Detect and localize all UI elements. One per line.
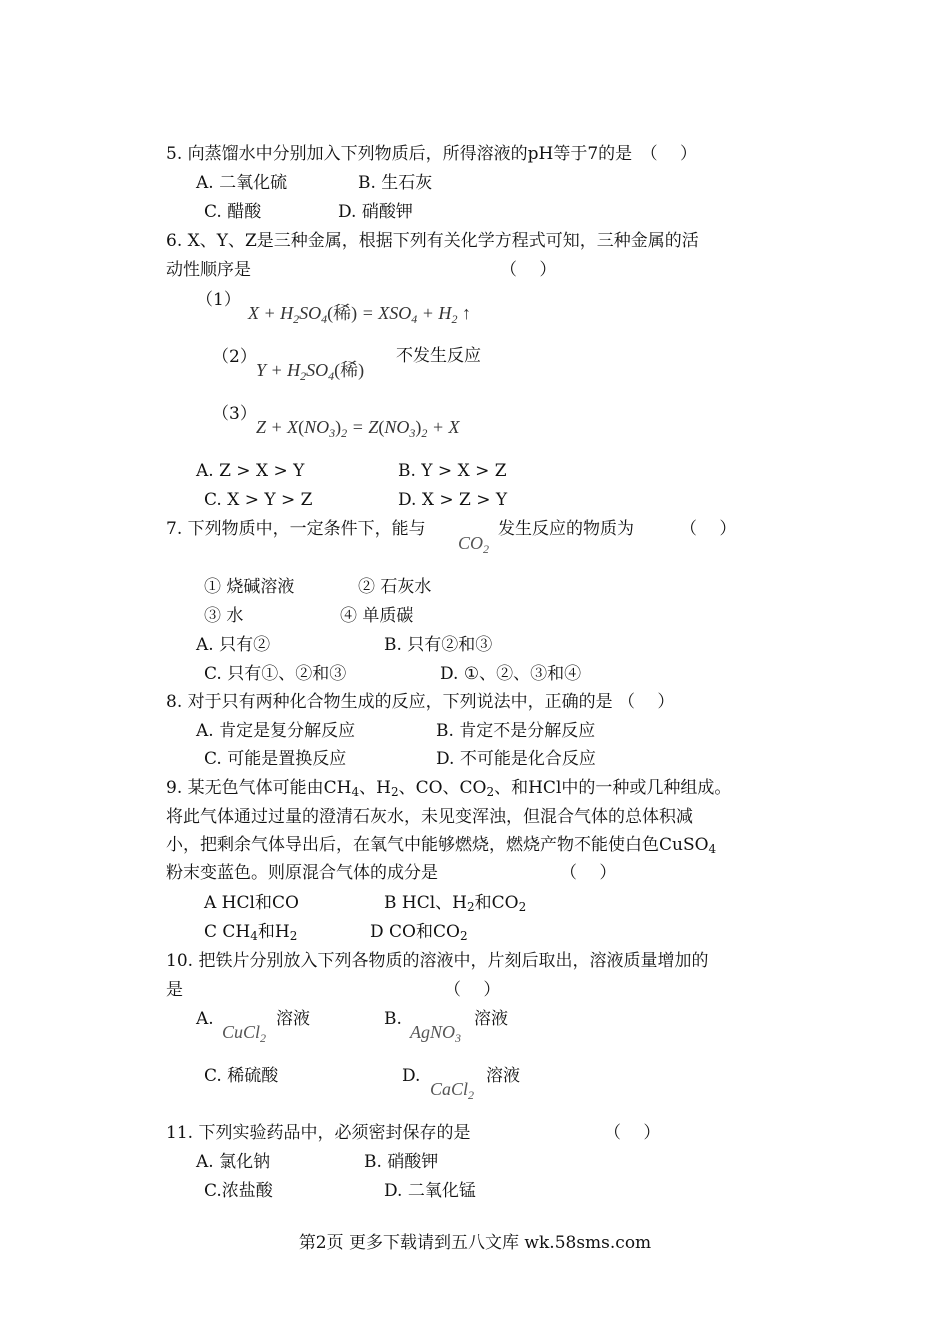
q10-option-d-suffix: 溶液 bbox=[486, 1066, 520, 1086]
q8-option-a: A. 肯定是复分解反应 bbox=[196, 721, 356, 741]
q10-option-b-label: B. bbox=[384, 1009, 402, 1029]
q10-option-b-suffix: 溶液 bbox=[474, 1009, 508, 1029]
q5-option-d: D. 硝酸钾 bbox=[338, 202, 413, 222]
q9-option-a: A HCl和CO bbox=[204, 893, 299, 913]
q10-option-a-label: A. bbox=[196, 1009, 214, 1029]
q7-co2-formula: $CO_2$ bbox=[458, 533, 490, 556]
q7-item-4: ④ 单质碳 bbox=[340, 606, 414, 626]
q11-option-d: D. 二氧化锰 bbox=[384, 1181, 476, 1201]
q8-stem: 8. 对于只有两种化合物生成的反应，下列说法中，正确的是 （ ） bbox=[166, 692, 675, 712]
q6-equation-1: $X + H_2SO_4$(稀) = $XSO_4 + H_2$ ↑ bbox=[248, 303, 471, 326]
q9-line2: 将此气体通过过量的澄清石灰水，未见变浑浊，但混合气体的总体积减 bbox=[166, 807, 693, 827]
q11-option-a: A. 氯化钠 bbox=[196, 1152, 271, 1172]
q6-equation-2: $Y + H_2SO_4$(稀) bbox=[256, 360, 365, 383]
q11-option-c: C.浓盐酸 bbox=[204, 1181, 273, 1201]
q9-option-b: B HCl、H2和CO2 bbox=[384, 893, 527, 914]
q7-option-d: D. ①、②、③和④ bbox=[440, 664, 582, 684]
q5-option-c: C. 醋酸 bbox=[204, 202, 262, 222]
q9-line4: 粉末变蓝色。则原混合气体的成分是 bbox=[166, 863, 438, 883]
q10-option-a-formula: CuCl$_2$ bbox=[222, 1022, 267, 1045]
q6-answer-paren: （ ） bbox=[500, 260, 557, 280]
q6-eq1-label: （1） bbox=[196, 290, 241, 310]
q6-stem-line1: 6. X、Y、Z是三种金属，根据下列有关化学方程式可知，三种金属的活 bbox=[166, 231, 699, 251]
q7-option-c: C. 只有①、②和③ bbox=[204, 664, 347, 684]
q6-option-b: B. Y > X > Z bbox=[398, 461, 507, 481]
q11-answer-paren: （ ） bbox=[604, 1123, 661, 1143]
q7-stem-tail: 发生反应的物质为 bbox=[498, 519, 634, 539]
q6-option-c: C. X > Y > Z bbox=[204, 490, 313, 510]
q10-stem: 10. 把铁片分别放入下列各物质的溶液中，片刻后取出，溶液质量增加的 bbox=[166, 951, 709, 971]
q10-stem-line2: 是 bbox=[166, 980, 183, 1000]
q6-option-a: A. Z > X > Y bbox=[196, 461, 305, 481]
q8-option-c: C. 可能是置换反应 bbox=[204, 749, 347, 769]
q9-answer-paren: （ ） bbox=[560, 863, 617, 883]
q7-option-b: B. 只有②和③ bbox=[384, 635, 493, 655]
q7-item-1: ① 烧碱溶液 bbox=[204, 577, 295, 597]
q11-stem: 11. 下列实验药品中，必须密封保存的是 bbox=[166, 1123, 471, 1143]
q7-item-2: ② 石灰水 bbox=[358, 577, 432, 597]
q10-option-a-suffix: 溶液 bbox=[276, 1009, 310, 1029]
q6-eq2-suffix: 不发生反应 bbox=[396, 346, 481, 366]
q5-stem: 5. 向蒸馏水中分别加入下列物质后，所得溶液的pH等于7的是 （ ） bbox=[166, 144, 698, 164]
q8-option-d: D. 不可能是化合反应 bbox=[436, 749, 596, 769]
q7-stem: 7. 下列物质中，一定条件下，能与 bbox=[166, 519, 426, 539]
q6-eq3-label: （3） bbox=[212, 404, 257, 424]
page-footer: 第2页 更多下载请到五八文库 wk.58sms.com bbox=[298, 1233, 652, 1253]
q7-item-3: ③ 水 bbox=[204, 606, 244, 626]
q10-option-d-label: D. bbox=[402, 1066, 421, 1086]
q10-option-c: C. 稀硫酸 bbox=[204, 1066, 279, 1086]
q5-option-b: B. 生石灰 bbox=[358, 173, 433, 193]
q10-option-b-formula: AgNO$_3$ bbox=[410, 1022, 461, 1045]
q9-option-d: D CO和CO2 bbox=[370, 922, 468, 943]
q6-equation-3: $Z + X(NO_3)_2 = Z(NO_3)_2 + X$ bbox=[256, 417, 460, 440]
q9-line1: 9. 某无色气体可能由CH4、H2、CO、CO2、和HCl中的一种或几种组成。 bbox=[166, 778, 732, 799]
q6-eq2-label: （2） bbox=[212, 347, 257, 367]
q6-option-d: D. X > Z > Y bbox=[398, 490, 508, 510]
q10-option-d-formula: CaCl$_2$ bbox=[430, 1079, 475, 1102]
q5-option-a: A. 二氧化硫 bbox=[196, 173, 288, 193]
q7-answer-paren: （ ） bbox=[680, 519, 737, 539]
q9-option-c: C CH4和H2 bbox=[204, 922, 298, 943]
q9-line3: 小，把剩余气体导出后，在氧气中能够燃烧，燃烧产物不能使白色CuSO4 bbox=[166, 835, 717, 856]
q10-answer-paren: （ ） bbox=[444, 980, 501, 1000]
q7-option-a: A. 只有② bbox=[196, 635, 271, 655]
q6-stem-line2: 动性顺序是 bbox=[166, 260, 251, 280]
q11-option-b: B. 硝酸钾 bbox=[364, 1152, 439, 1172]
q8-option-b: B. 肯定不是分解反应 bbox=[436, 721, 596, 741]
